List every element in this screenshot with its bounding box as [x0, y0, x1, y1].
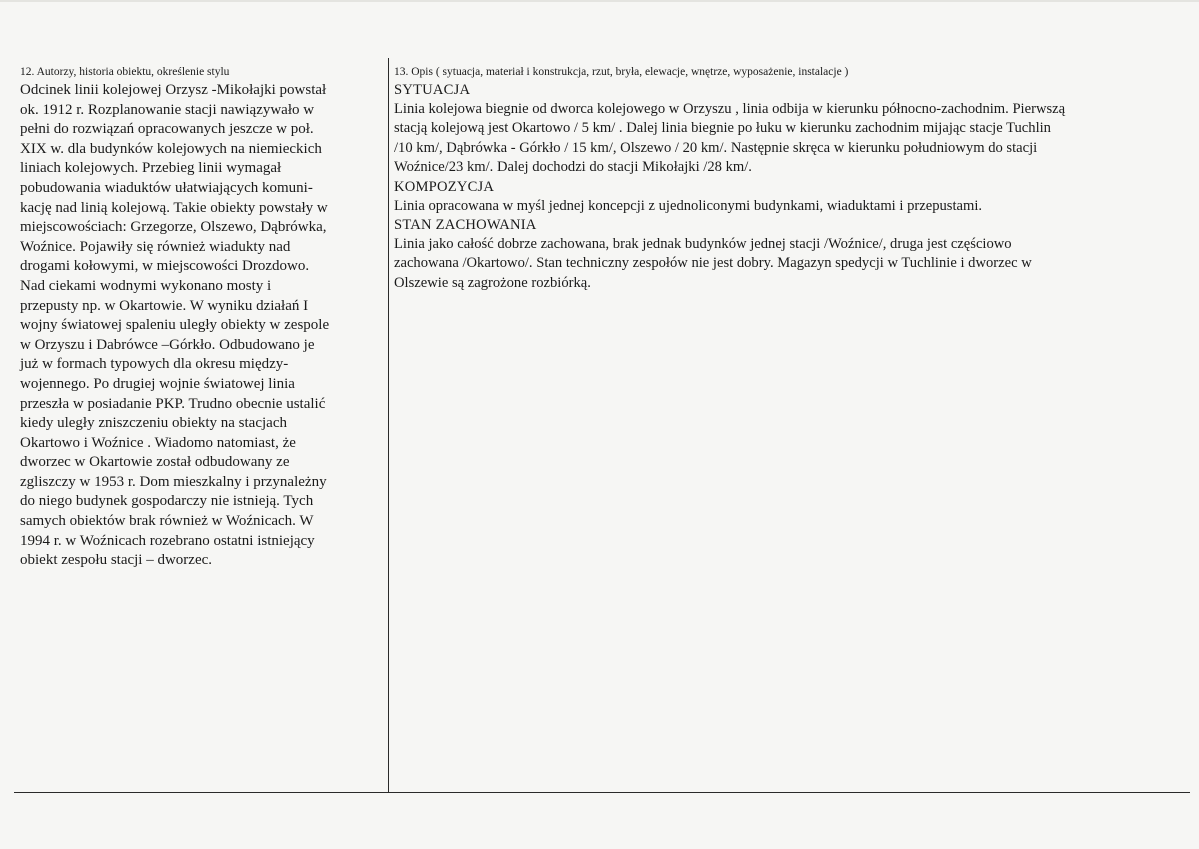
situation-title: SYTUACJA [394, 82, 471, 98]
situation-text: Linia kolejowa biegnie od dworca kolejowego w Orzyszu , linia odbija w kierunku północno-zachodnim. Pierwszą stacją kolejową jest Okartowo / 5 km/ . Dalej linia biegnie po łuku w kierunku zachodnim mijając stacje Tuchlin /10 km/, Dąbrówka - Górkło / 15 km/, Olszewo / 20 km/. Następnie skręca w kierunku południowym do stacji Woźnice/23 km/. Dalej dochodzi do stacji Mikołajki /28 km/. [394, 101, 1066, 176]
composition-title: KOMPOZYCJA [394, 178, 495, 195]
composition-text: Linia opracowana w myśl jednej koncepcji z ujednoliconymi budynkami, wiaduktami i przepustami. [394, 197, 983, 214]
bottom-rule [14, 792, 1190, 793]
condition-text: Linia jako całość dobrze zachowana, brak jednak budynków jednej stacji /Woźnice/, druga jest częściowo zachowana /Okartowo/. Stan techniczny zespołów nie jest dobry. Magazyn spedycji w Tuchlinie i dworzec w Olszewie są zagrożone rozbiórką. [394, 236, 1032, 291]
description-column [394, 64, 1184, 293]
description-heading: 13. Opis ( sytuacja, materiał i konstrukcja, rzut, bryła, elewacje, wnętrze, wyposażenie, instalacje ) [394, 66, 849, 78]
page-top-edge [0, 0, 1199, 2]
history-text: Odcinek linii kolejowej Orzysz -Mikołajki powstał ok. 1912 r. Rozplanowanie stacji nawiązywało w pełni do rozwiązań opracowanych jeszcze w poł. XIX w. dla budynków kolejowych na niemieckich liniach kolejowych. Przebieg linii wymagał pobudowania wiaduktów ułatwiających komuni- kację nad linią kolejową. Takie obiekty powstały w miejscowościach: Grzegorze, Olszewo, Dąbrówka, Woźnice. Pojawiły się również wiadukty nad drogami kołowymi, w miejscowości Drozdowo. Nad ciekami wodnymi wykonano mosty i przepusty np. w Okartowie. W wyniku działań I wojny światowej spaleniu uległy obiekty w zespole w Orzyszu i Dabrówce –Górkło. Odbudowano je już w formach typowych dla okresu między- wojennego. Po drugiej wojnie światowej linia przeszła w posiadanie PKP. Trudno obecnie ustalić kiedy uległy zniszczeniu obiekty na stacjach Okartowo i Woźnice . Wiadomo natomiast, że dworzec w Okartowie został odbudowany ze zgliszczy w 1953 r. Dom mieszkalny i przynależny do niego budynek gospodarczy nie istnieją. Tych samych obiektów brak również w Woźnicach. W 1994 r. w Woźnicach rozebrano ostatni istniejący obiekt zespołu stacji – dworzec. [20, 82, 330, 569]
history-column [20, 64, 382, 571]
condition-title: STAN ZACHOWANIA [394, 217, 537, 234]
column-divider [388, 58, 389, 792]
history-heading: 12. Autorzy, historia obiektu, określenie stylu [20, 66, 230, 78]
